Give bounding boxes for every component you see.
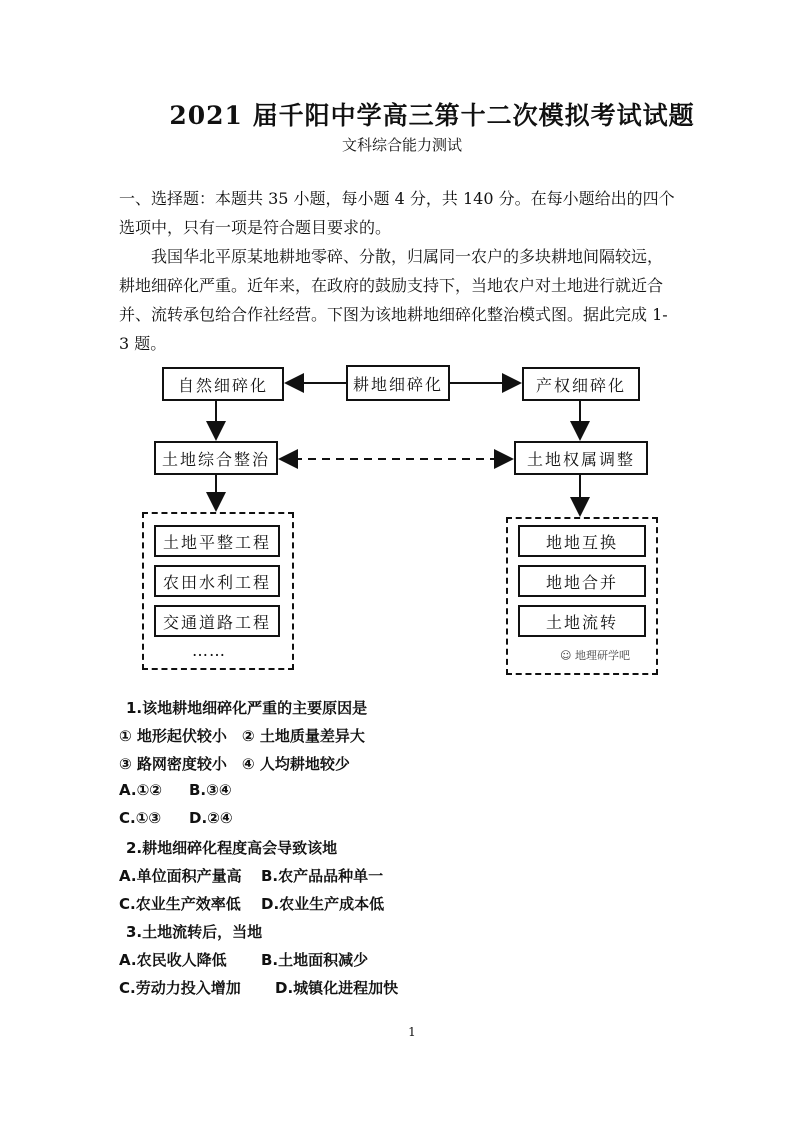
option-b[interactable]: B.农产品品种单一 [261, 867, 384, 885]
rights-item: 地地互换 [518, 525, 646, 557]
option-d[interactable]: D.②④ [189, 809, 233, 827]
page-number: 1 [408, 1025, 416, 1039]
question-2-options-row [119, 865, 383, 886]
option-a[interactable]: A.单位面积产量高 [119, 867, 242, 885]
fragmentation-diagram [128, 355, 668, 685]
question-2-options-row [119, 893, 384, 914]
box-natural-fragmentation: 自然细碎化 [162, 367, 284, 401]
option-c[interactable]: C.农业生产效率低 [119, 895, 241, 913]
engineering-more: …… [192, 641, 226, 660]
engineering-item: 农田水利工程 [154, 565, 280, 597]
question-1-options-row [119, 809, 233, 827]
engineering-item: 土地平整工程 [154, 525, 280, 557]
wechat-icon: ☺ [560, 649, 572, 662]
option-a[interactable]: A.农民收人降低 [119, 951, 227, 969]
option-c[interactable]: C.劳动力投入增加 [119, 979, 241, 997]
option-a[interactable]: A.①② [119, 781, 162, 799]
box-land-rights-adjustment: 土地权属调整 [514, 441, 648, 475]
box-property-fragmentation: 产权细碎化 [522, 367, 640, 401]
page-title: 2021 届千阳中学高三第十二次模拟考试试题 [169, 101, 695, 130]
watermark-text: 地理研学吧 [574, 649, 630, 662]
box-land-remediation: 土地综合整治 [154, 441, 278, 475]
question-1-line: ③ 路网密度较小 ④ 人均耕地较少 [119, 755, 350, 773]
question-3-options-row [119, 949, 368, 970]
option-d[interactable]: D.城镇化进程加快 [275, 979, 399, 997]
question-3-options-row [119, 977, 398, 998]
option-d[interactable]: D.农业生产成本低 [261, 895, 385, 913]
option-c[interactable]: C.①③ [119, 809, 162, 827]
question-3-stem: 3.土地流转后，当地 [126, 923, 263, 941]
page-subtitle: 文科综合能力测试 [341, 136, 462, 154]
option-b[interactable]: B.③④ [189, 781, 232, 799]
question-2-stem: 2.耕地细碎化程度高会导致该地 [126, 839, 338, 857]
question-1-stem: 1.该地耕地细碎化严重的主要原因是 [126, 699, 368, 717]
rights-item: 地地合并 [518, 565, 646, 597]
engineering-item: 交通道路工程 [154, 605, 280, 637]
question-1-line: ① 地形起伏较小 ② 土地质量差异大 [119, 727, 365, 745]
question-1-options-row [119, 781, 232, 799]
material-paragraph: 我国华北平原某地耕地零碎、分散，归属同一农户的多块耕地间隔较远，耕地细碎化严重。近年来，在政府的鼓励支持下，当地农户对土地进行就近合并、流转承包给合作社经营。下图为该地耕地细碎化整治模式图。据此完成 1-3 题。 [119, 247, 668, 353]
watermark [560, 647, 630, 663]
rights-item: 土地流转 [518, 605, 646, 637]
section-instructions: 一、选择题：本题共 35 小题，每小题 4 分，共 140 分。在每小题给出的四个选项中，只有一项是符合题目要求的。 [119, 189, 675, 237]
box-farmland-fragmentation: 耕地细碎化 [346, 365, 450, 401]
option-b[interactable]: B.土地面积减少 [261, 951, 369, 969]
